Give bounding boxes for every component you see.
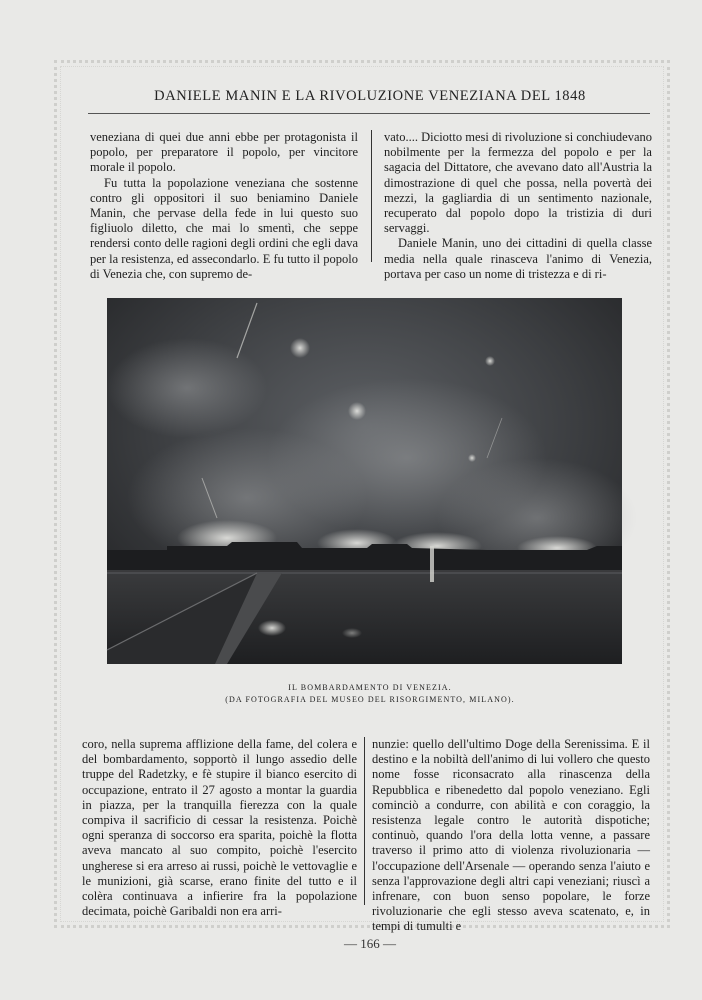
- figure-caption-title: IL BOMBARDAMENTO DI VENEZIA.: [288, 683, 452, 692]
- top-left-column: [90, 130, 358, 281]
- top-right-column: [384, 130, 652, 281]
- column-rule: [371, 130, 372, 262]
- column-rule: [364, 737, 365, 905]
- paragraph: vato.... Diciotto mesi di rivoluzione si conchiudevano nobilmente per la fermezza del popolo e per la sagacia del Dittatore, che avevano dato all'Austria la dimostrazione di quel che possa, nella povertà dei mezzi, la gagliardia di un sentimento nazionale, recuperato dal popolo dopo la tristizia di duri servaggi.: [384, 130, 652, 236]
- paragraph: veneziana di quei due anni ebbe per protagonista il popolo, per preparatore il popolo, per vincitore morale il popolo.: [90, 130, 358, 175]
- paragraph: Fu tutta la popolazione veneziana che sostenne contro gli oppositori il suo beniamino Daniele Manin, che pervase della fede in lui questo suo figliuolo diletto, che mai lo smentì, che seppe rendersi conto delle ragioni degli ordini che egli dava per la resistenza, ed assecondarlo. E fu tutto il popolo di Venezia che, con supremo de-: [90, 175, 358, 281]
- bottom-right-column: [372, 737, 650, 934]
- bombardment-engraving: [107, 298, 622, 664]
- paragraph: nunzie: quello dell'ultimo Doge della Serenissima. E il destino e la nobiltà dell'animo di lui vollero che questo nome fosse riconsacrato alla rinascenza della Repubblica e ribenedetto dal popolo veneziano. Egli cominciò a condurre, con abilità e con coraggio, la resistenza legale contro le autorità dispotiche; continuò, quando l'ora della lotta venne, a passare traverso il primo atto di violenza rivoluzionaria — l'occupazione dell'Arsenale — operando senza l'aiuto e senza l'approvazione degli altri capi veneziani; riuscì a infrenare, con buon senso popolare, le forze rivoluzionarie che egli stesso aveva scatenato, e, in tempi di tumulti e: [372, 737, 650, 934]
- night-bombardment-illustration: [107, 298, 622, 664]
- figure-caption-source: (DA FOTOGRAFIA DEL MUSEO DEL RISORGIMENTO, MILANO).: [225, 695, 515, 704]
- running-header: DANIELE MANIN E LA RIVOLUZIONE VENEZIANA DEL 1848: [154, 88, 586, 104]
- bottom-left-column: [82, 737, 357, 919]
- header-rule: [88, 113, 650, 114]
- paragraph: Daniele Manin, uno dei cittadini di quella classe media nella quale rinasceva l'animo di Venezia, portava per caso un nome di tristezza e di ri-: [384, 236, 652, 281]
- paragraph: coro, nella suprema afflizione della fame, del colera e del bombardamento, sopportò il lungo assedio delle truppe del Radetzky, e fè stupire il bianco esercito di occupazione, entrato il 27 agosto a montar la guardia in piazza, per la tranquilla fierezza con la quale compiva il sacrificio di cessar la resistenza. Poichè ogni speranza di soccorso era sparita, poichè la flotta aveva mancato al suo compito, poichè l'esercito ungherese si era arreso ai russi, poichè le vettovaglie e le munizioni, già scarse, erano finite del tutto e il colèra continuava a infierire fra la popolazione decimata, poichè Garibaldi non era arri-: [82, 737, 357, 919]
- page-number: — 166 —: [344, 936, 396, 951]
